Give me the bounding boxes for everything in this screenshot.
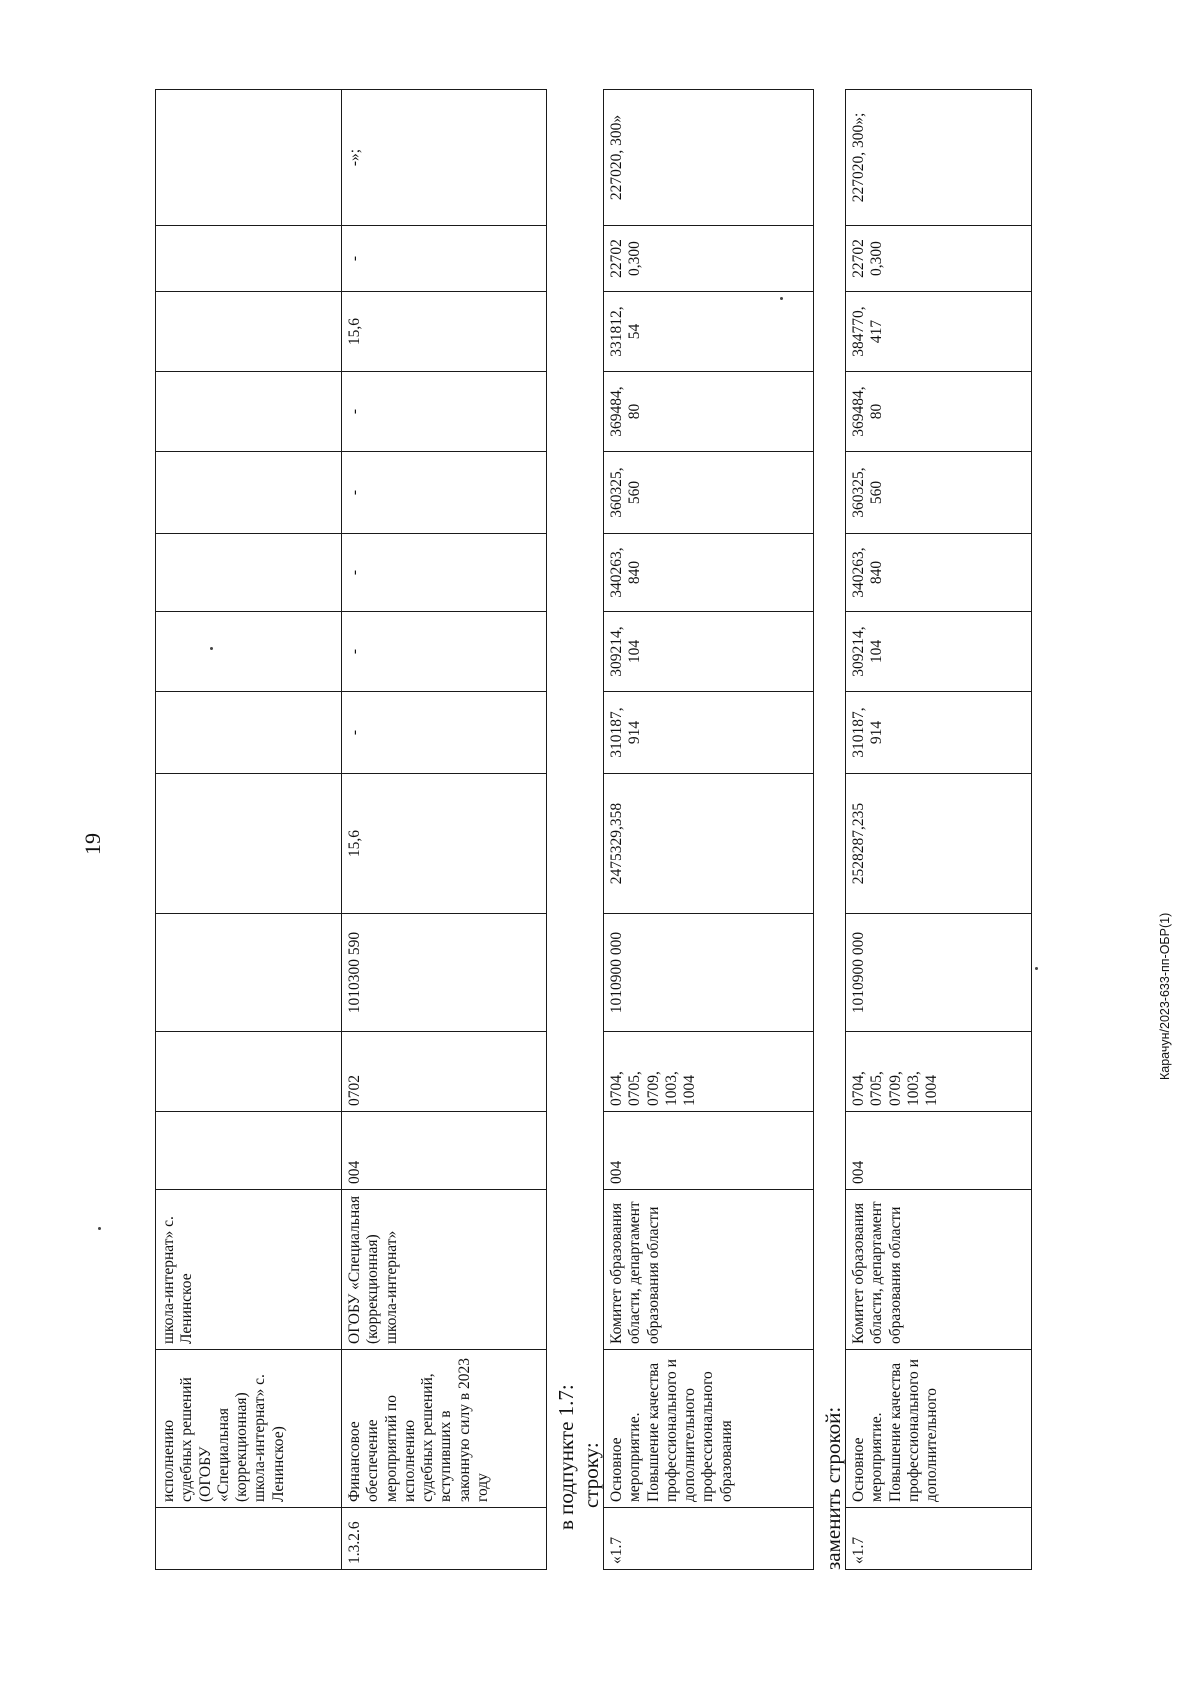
cell-name: Основное мероприятие. Повышение качества профессионального и дополнительного профессионального образования <box>604 1350 814 1508</box>
cell-year: 340263, 840 <box>604 534 814 612</box>
cell-year <box>156 90 342 226</box>
cell-year: - <box>342 692 547 774</box>
cell-total: 2475329,358 <box>604 774 814 914</box>
cell-year: 384770, 417 <box>846 292 1032 372</box>
cell-year <box>156 534 342 612</box>
cell-year: 369484, 80 <box>604 372 814 452</box>
cell-name: Финансовое обеспечение мероприятий по исполнению судебных решений, вступивших в законную силу в 2023 году <box>342 1350 547 1508</box>
cell-year: - <box>342 612 547 692</box>
cell-grbs: 004 <box>604 1112 814 1190</box>
cell-executor: школа-интернат» с. Ленинское <box>156 1190 342 1350</box>
cell-year <box>156 292 342 372</box>
cell-year <box>156 226 342 292</box>
cell-year: - <box>342 226 547 292</box>
scan-speck <box>1035 967 1038 970</box>
caption-replace: заменить строкой: <box>821 1406 845 1570</box>
table-continuation <box>155 89 547 1570</box>
cell-rzpr: 0702 <box>342 1032 547 1112</box>
table-row <box>846 90 1032 1570</box>
cell-year: 310187, 914 <box>604 692 814 774</box>
cell-executor: Комитет образования области, департамент образования области <box>604 1190 814 1350</box>
caption-row: строку: <box>579 1442 603 1508</box>
cell-number <box>156 1508 342 1570</box>
cell-executor: ОГОБУ «Специальная (коррекционная) школа-интернат» <box>342 1190 547 1350</box>
cell-grbs: 004 <box>342 1112 547 1190</box>
cell-year: 369484, 80 <box>846 372 1032 452</box>
cell-csr <box>156 914 342 1032</box>
cell-year <box>156 452 342 534</box>
cell-number: «1.7 <box>846 1508 1032 1570</box>
cell-csr: 1010300 590 <box>342 914 547 1032</box>
cell-year <box>156 612 342 692</box>
table-row-old <box>603 89 814 1570</box>
cell-year: 22702 0,300 <box>604 226 814 292</box>
cell-grbs <box>156 1112 342 1190</box>
cell-year: 340263, 840 <box>846 534 1032 612</box>
cell-year: 227020, 300»; <box>846 90 1032 226</box>
page-number: 19 <box>80 833 105 855</box>
table-row <box>342 90 547 1570</box>
scan-speck <box>98 1227 101 1230</box>
cell-rzpr: 0704, 0705, 0709, 1003, 1004 <box>846 1032 1032 1112</box>
cell-year: 227020, 300» <box>604 90 814 226</box>
cell-year <box>156 692 342 774</box>
cell-total: 15,6 <box>342 774 547 914</box>
cell-year: - <box>342 452 547 534</box>
table-row <box>156 90 342 1570</box>
cell-year: 22702 0,300 <box>846 226 1032 292</box>
cell-year: 309214, 104 <box>604 612 814 692</box>
cell-year: 331812, 54 <box>604 292 814 372</box>
scan-speck <box>210 647 213 650</box>
table-row <box>604 90 814 1570</box>
cell-grbs: 004 <box>846 1112 1032 1190</box>
cell-rzpr: 0704, 0705, 0709, 1003, 1004 <box>604 1032 814 1112</box>
cell-year: - <box>342 534 547 612</box>
cell-csr: 1010900 000 <box>604 914 814 1032</box>
cell-number: 1.3.2.6 <box>342 1508 547 1570</box>
cell-number: «1.7 <box>604 1508 814 1570</box>
cell-name: Основное мероприятие. Повышение качества профессионального и дополнительного <box>846 1350 1032 1508</box>
cell-csr: 1010900 000 <box>846 914 1032 1032</box>
cell-total <box>156 774 342 914</box>
document-code: Карачун/2023-633-пп-ОБР(1) <box>1158 912 1172 1080</box>
scan-speck <box>780 297 783 300</box>
cell-year: 360325, 560 <box>604 452 814 534</box>
cell-year: 360325, 560 <box>846 452 1032 534</box>
cell-year: - <box>342 372 547 452</box>
cell-total: 2528287,235 <box>846 774 1032 914</box>
cell-name: исполнению судебных решений (ОГОБУ «Специальная (коррекционная) школа-интернат» с. Ленинское) <box>156 1350 342 1508</box>
table-row-new <box>845 89 1032 1570</box>
cell-year: -»; <box>342 90 547 226</box>
cell-year: 15,6 <box>342 292 547 372</box>
cell-executor: Комитет образования области, департамент образования области <box>846 1190 1032 1350</box>
rotated-sheet <box>80 90 1088 1570</box>
cell-year: 309214, 104 <box>846 612 1032 692</box>
cell-year <box>156 372 342 452</box>
caption-subclause: в подпункте 1.7: <box>554 1384 578 1530</box>
cell-year: 310187, 914 <box>846 692 1032 774</box>
cell-rzpr <box>156 1032 342 1112</box>
